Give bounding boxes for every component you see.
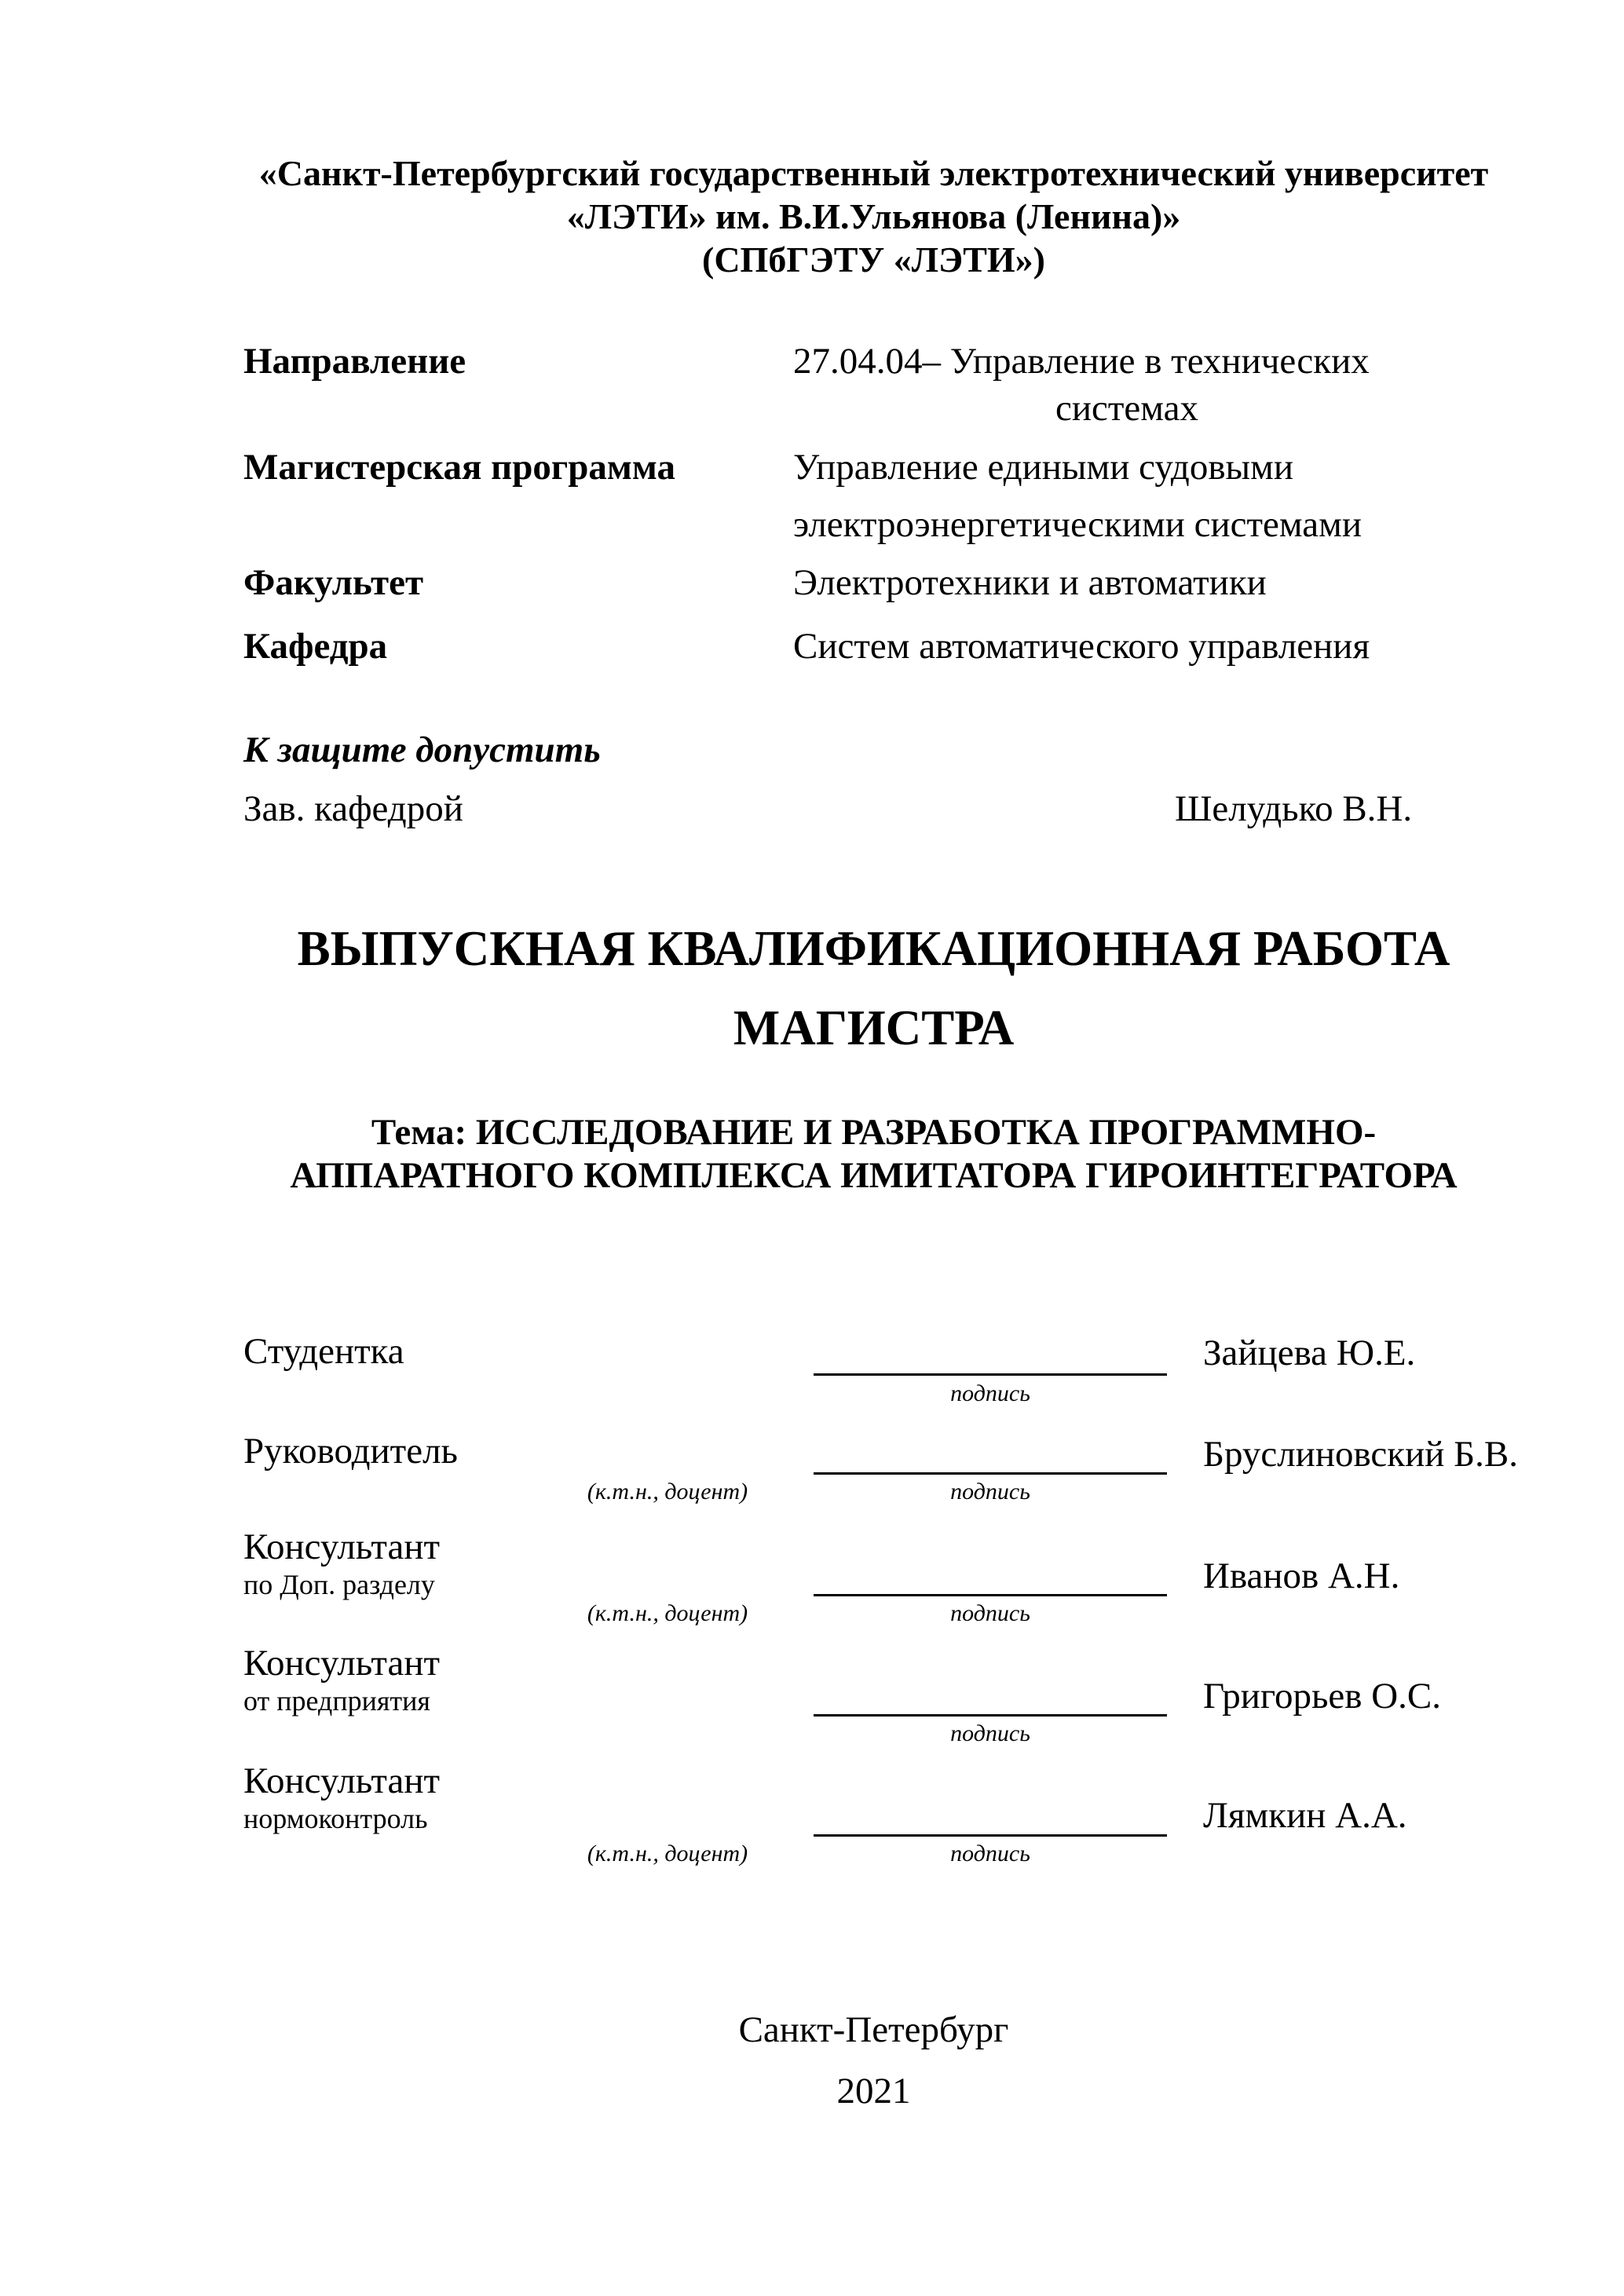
signatory-role: Руководитель [243,1431,458,1472]
thesis-theme [243,1111,1504,1197]
page-content [243,0,1518,2296]
info-value-line: Систем автоматического управления [793,626,1370,667]
signatory-role: Консультант [243,1526,441,1567]
signature-caption: подпись [950,1600,1030,1626]
signatory-name: Иванов А.Н. [1203,1556,1400,1596]
info-value [793,625,1461,668]
info-label: Магистерская программа [243,447,676,488]
signatory-name: Бруслиновский Б.В. [1203,1434,1518,1475]
signatory-qualification: (к.т.н., доцент) [587,1841,748,1866]
info-value-line: Управление едиными судовыми [793,447,1294,488]
signature-row-consultant-enterprise [243,1643,1504,1773]
signatory-role: Студентка [243,1331,404,1372]
info-value-line: Электротехники и автоматики [793,562,1267,603]
admission-row [243,788,1504,835]
signature-row-consultant-normcontrol [243,1761,1504,1891]
signatory-sub-role: от предприятия [243,1685,430,1717]
city: Санкт-Петербург [738,2009,1009,2050]
info-label: Факультет [243,562,424,603]
department-head-name: Шелудько В.Н. [1175,788,1413,829]
year: 2021 [836,2071,911,2111]
signature-row-consultant-additional [243,1527,1504,1657]
signatory-name: Зайцева Ю.Е. [1203,1333,1416,1373]
university-name-line1: «Санкт-Петербургский государственный электротехнический университет [258,153,1489,193]
info-label: Кафедра [243,626,388,667]
info-value [793,340,1461,430]
signature-line [814,1834,1167,1837]
signatory-qualification: (к.т.н., доцент) [587,1600,748,1626]
info-value-line: 27.04.04– Управление в технических [793,341,1370,382]
university-abbreviation: (СПбГЭТУ «ЛЭТИ») [702,239,1045,280]
thesis-theme-line1: Тема: ИССЛЕДОВАНИЕ И РАЗРАБОТКА ПРОГРАММНО- [371,1112,1377,1153]
signatory-role: Консультант [243,1760,441,1801]
signatory-name: Григорьев О.С. [1203,1676,1441,1717]
signatory-role: Консультант [243,1643,441,1684]
signature-line [814,1714,1167,1717]
signature-row-supervisor [243,1431,1518,1534]
info-value-line: системах [1055,388,1199,429]
department-head-role: Зав. кафедрой [243,788,463,829]
info-value [793,446,1461,547]
signature-line [814,1472,1167,1475]
signature-line [814,1594,1167,1596]
signature-caption: подпись [950,1720,1030,1746]
university-name-line2: «ЛЭТИ» им. В.И.Ульянова (Ленина)» [566,196,1181,236]
signatory-sub-role: нормоконтроль [243,1803,428,1834]
thesis-theme-line2: АППАРАТНОГО КОМПЛЕКСА ИМИТАТОРА ГИРОИНТЕГРАТОРА [290,1155,1458,1196]
info-value [793,561,1461,605]
info-label: Направление [243,341,466,382]
signatory-qualification: (к.т.н., доцент) [587,1479,748,1504]
signature-caption: подпись [950,1479,1030,1504]
signatory-name: Лямкин А.А. [1203,1795,1407,1836]
thesis-title-line1: ВЫПУСКНАЯ КВАЛИФИКАЦИОННАЯ РАБОТА [297,921,1450,976]
signature-line [814,1373,1167,1376]
signature-caption: подпись [950,1841,1030,1866]
university-header [243,152,1504,281]
signatory-sub-role: по Доп. разделу [243,1569,435,1600]
signature-caption: подпись [950,1380,1030,1406]
signature-row-student [243,1332,1504,1434]
admission-note: К защите допустить [243,729,601,770]
info-value-line: электроэнергетическими системами [793,504,1362,545]
thesis-title [243,909,1504,1068]
thesis-title-line2: МАГИСТРА [733,1000,1015,1055]
